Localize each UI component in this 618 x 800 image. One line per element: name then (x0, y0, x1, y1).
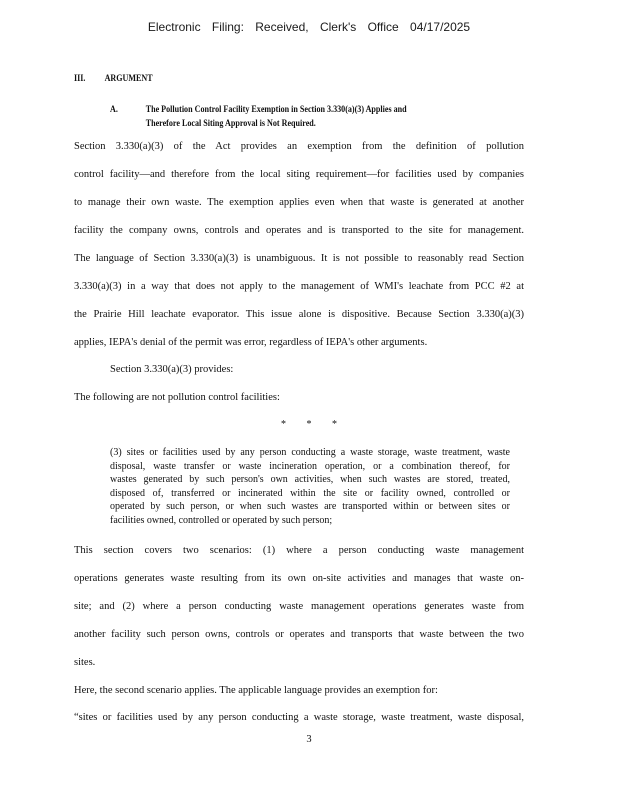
paragraph-line: “sites or facilities used by any person conducting a waste storage, waste treatment, waste disposal, (74, 712, 524, 723)
quote-line: wastes generated by such person's own activities, when such wastes are stored, treated, (110, 474, 510, 485)
subsection-letter: A. (110, 105, 118, 115)
subsection-title-line2: Therefore Local Siting Approval is Not Required. (145, 119, 316, 129)
paragraph-line: This section covers two scenarios: (1) where a person conducting waste management (74, 545, 524, 556)
paragraph-line: The language of Section 3.330(a)(3) is unambiguous. It is not possible to reasonably read Section (74, 253, 524, 264)
quote-line: facilities owned, controlled or operated by such person; (110, 514, 333, 526)
paragraph-line: Section 3.330(a)(3) of the Act provides an exemption from the definition of pollution (74, 141, 524, 152)
paragraph-line: operations generates waste resulting from its own on-site activities and manages that waste on- (74, 573, 524, 584)
provides-line: Section 3.330(a)(3) provides: (110, 364, 234, 375)
subsection-heading (110, 103, 484, 131)
filing-header: Electronic Filing: Received, Clerk's Office 04/17/2025 (147, 20, 471, 34)
quote-line: disposal, waste transfer or waste incineration operation, or a combination thereof, for (110, 460, 510, 472)
quote-line: (3) sites or facilities used by any person conducting a waste storage, waste treatment, waste (110, 447, 510, 458)
paragraph-line: sites. (74, 657, 96, 668)
paragraph-line: applies, IEPA's denial of the permit was error, regardless of IEPA's other arguments. (74, 337, 428, 348)
quote-line: operated by such person, or when such wastes are transported within or between sites or (110, 501, 510, 512)
section-title: ARGUMENT (104, 74, 153, 84)
page-number: 3 (306, 734, 312, 745)
paragraph-line: site; and (2) where a person conducting waste management operations generates waste from (74, 601, 524, 612)
quote-line: disposed of, transferred or incinerated within the site or facility owned, controlled or (110, 487, 510, 499)
paragraph-line: facility the company owns, controls and operates and is transported to the site for management. (74, 225, 524, 236)
subsection-title-line1: The Pollution Control Facility Exemption in Section 3.330(a)(3) Applies and (145, 105, 407, 115)
paragraph-line: another facility such person owns, controls or operates and transports that waste between the two (74, 629, 524, 640)
paragraph-line: the Prairie Hill leachate evaporator. This issue alone is dispositive. Because Section 3.330(a)(3) (74, 309, 524, 320)
section-heading (74, 74, 153, 84)
block-quote (110, 446, 510, 527)
following-line: The following are not pollution control facilities: (74, 392, 280, 403)
section-number: III. (74, 74, 86, 84)
ellipsis-marker: * * * (281, 419, 337, 430)
paragraph-line: Here, the second scenario applies. The applicable language provides an exemption for: (74, 685, 438, 696)
paragraph-line: to manage their own waste. The exemption applies even when that waste is generated at another (74, 197, 524, 208)
paragraph-line: 3.330(a)(3) in a way that does not apply to the management of WMI's leachate from PCC #2 at (74, 281, 524, 292)
paragraph-line: control facility—and therefore from the local siting requirement—for facilities used by companies (74, 169, 524, 180)
